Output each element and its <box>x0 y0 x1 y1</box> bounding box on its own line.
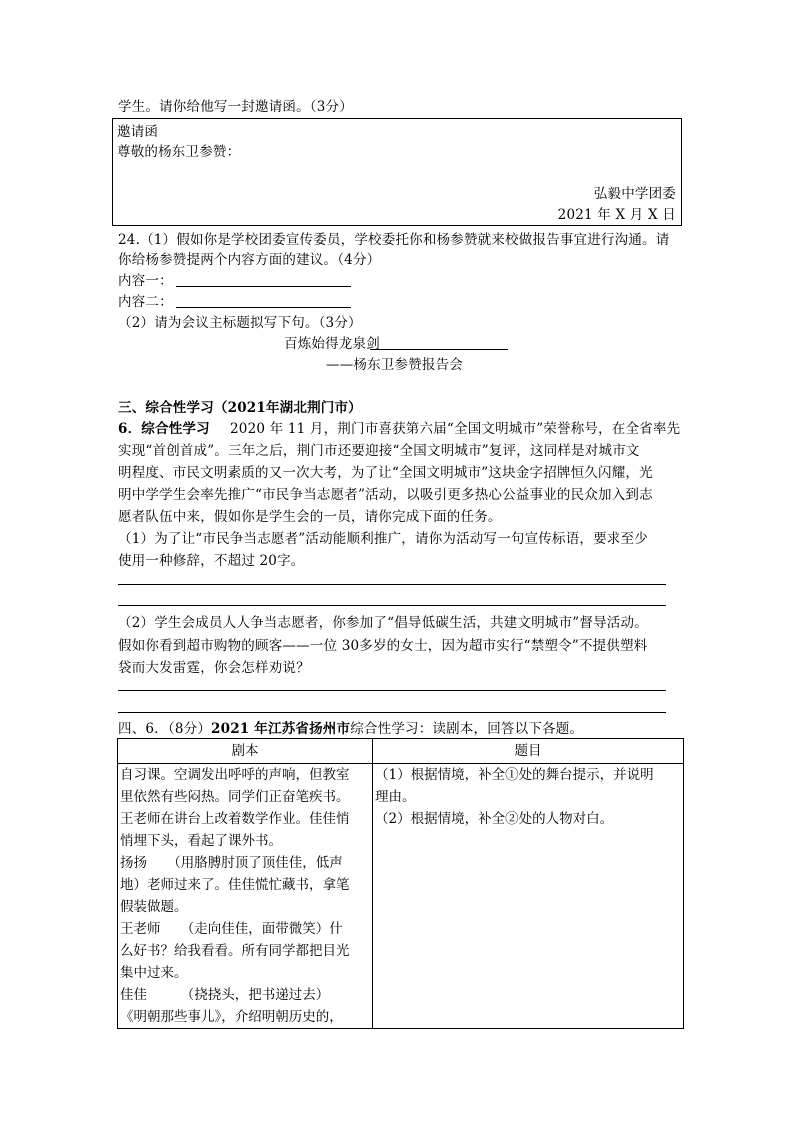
section4-heading-suffix: 综合性学习：读剧本，回答以下各题。 <box>350 721 584 737</box>
question-line: （1）根据情境，补全①处的舞台提示，并说明 <box>375 767 654 783</box>
script-table <box>117 738 684 1029</box>
question-cell <box>373 764 684 1029</box>
sub2-answer-line[interactable] <box>118 690 666 691</box>
invitation-heading: 邀请函 <box>117 124 159 140</box>
script-line: 假装做题。 <box>120 899 188 915</box>
script-line: 么好书？给我看看。所有同学都把目光 <box>120 943 350 959</box>
title-upper: 百炼始得龙泉剑 <box>284 336 380 352</box>
question-line: （2）根据情境，补全②处的人物对白。 <box>375 811 614 827</box>
section3-para-line: 2020 年 11 月，荆门市喜获第六届“全国文明城市”荣誉称号，在全省率先 <box>230 421 681 437</box>
sub1-answer-line[interactable] <box>118 584 666 585</box>
section4-heading <box>118 718 583 740</box>
script-line: 集中过来。 <box>120 965 188 981</box>
q24-part2: （2）请为会议主标题拟写下句。（3分） <box>118 315 362 331</box>
script-line: 王老师 （走向佳佳，面带微笑）什 <box>120 921 343 937</box>
content1-answer-line[interactable] <box>176 286 351 287</box>
q6-label: 6．综合性学习 <box>118 421 210 437</box>
script-line: 里依然有些闷热。同学们正奋笔疾书。 <box>120 789 350 805</box>
section3-para-line: 愿者队伍中来，假如你是学生会的一员，请你完成下面的任务。 <box>118 509 502 525</box>
q24-part1-line2: 你给杨参赞提两个内容方面的建议。（4分） <box>118 252 381 268</box>
title-subtitle: ——杨东卫参赞报告会 <box>326 357 463 373</box>
section3-para-line: 明中学学生会率先推广“市民争当志愿者”活动，以吸引更多热心公益事业的民众加入到志 <box>118 487 653 503</box>
intro-text: 学生。请你给他写一封邀请函。（3分） <box>118 99 353 115</box>
col-header-script: 剧本 <box>118 739 373 764</box>
section3-para-line: 实现“首创首成”。三年之后，荆门市还要迎接“全国文明城市”复评，这同样是对城市文 <box>118 443 640 459</box>
script-cell <box>118 764 373 1029</box>
invitation-date: 2021 年 X 月 X 日 <box>557 207 676 223</box>
script-line: 扬扬 （用胳膊肘顶了顶佳佳，低声 <box>120 855 343 871</box>
sub2-line: 袋而大发雷霆，你会怎样劝说？ <box>118 660 310 676</box>
invitation-salutation: 尊敬的杨东卫参赞： <box>117 144 241 160</box>
sub1-line: （1）为了让“市民争当志愿者”活动能顺利推广，请你为活动写一句宣传标语，要求至少 <box>118 531 648 547</box>
content1-label: 内容一： <box>118 273 173 289</box>
sub2-line: （2）学生会成员人人争当志愿者，你参加了“倡导低碳生活，共建文明城市”督导活动。 <box>118 615 648 631</box>
sub2-answer-line[interactable] <box>118 712 666 713</box>
section4-heading-prefix: 四、6．（8分） <box>118 721 212 737</box>
invitation-box <box>112 118 682 226</box>
script-line: 自习课。空调发出呼呼的声响，但教室 <box>120 767 350 783</box>
q24-part1-line1: 24.（1）假如你是学校团委宣传委员，学校委托你和杨参赞就来校做报告事宜进行沟通。请 <box>118 232 670 248</box>
section3-heading: 三、综合性学习（2021年湖北荆门市） <box>118 400 362 416</box>
sub2-line: 假如你看到超市购物的顾客——一位 30多岁的女士，因为超市实行“禁塑令”不提供塑料 <box>118 638 648 654</box>
sub1-answer-line[interactable] <box>118 605 666 606</box>
question-line: 理由。 <box>375 789 416 805</box>
title-answer-line[interactable] <box>370 349 508 350</box>
sub1-line: 使用一种修辞，不超过 20字。 <box>118 553 305 569</box>
col-header-question: 题目 <box>373 739 684 764</box>
script-line: 佳佳 （挠挠头，把书递过去） <box>120 987 330 1003</box>
invitation-signature: 弘毅中学团委 <box>593 186 676 202</box>
content2-label: 内容二： <box>118 294 173 310</box>
section4-heading-bold: 2021 年江苏省扬州市 <box>211 721 351 737</box>
script-line: 地）老师过来了。佳佳慌忙藏书，拿笔 <box>120 877 350 893</box>
script-line: 悄埋下头，看起了课外书。 <box>120 833 282 849</box>
section3-para-line: 明程度、市民文明素质的又一次大考，为了让“全国文明城市”这块金字招牌恒久闪耀，光 <box>118 465 653 481</box>
script-line: 王老师在讲台上改着数学作业。佳佳悄 <box>120 811 350 827</box>
script-line: 《明朝那些事儿》，介绍明朝历史的， <box>120 1009 343 1025</box>
content2-answer-line[interactable] <box>176 307 351 308</box>
